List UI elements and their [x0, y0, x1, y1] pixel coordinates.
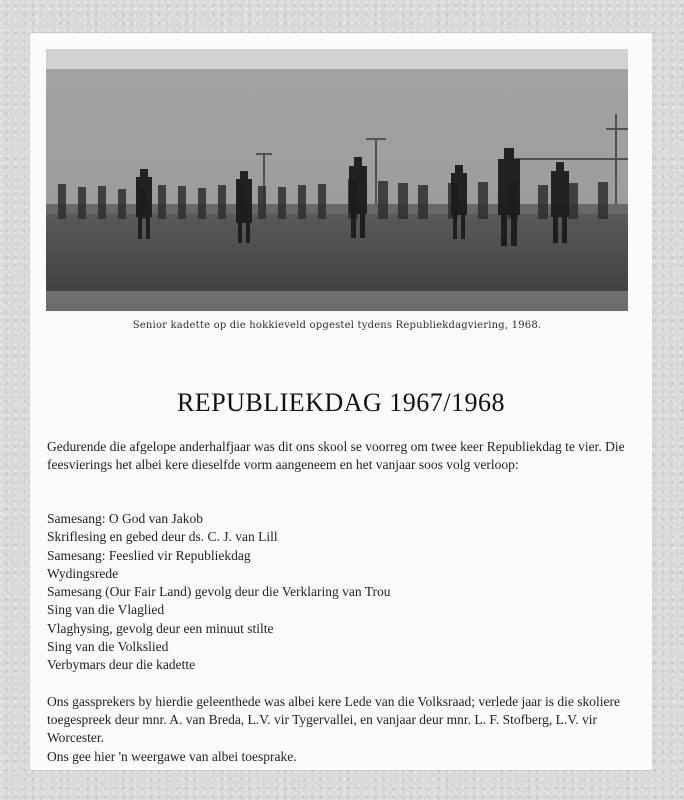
program-item: Skriflesing en gebed deur ds. C. J. van Lill: [47, 529, 278, 545]
program-list: [47, 510, 632, 674]
closing-paragraph: Ons gassprekers by hierdie geleenthede was albei kere Lede van die Volksraad; verlede jaar is die skoliere toegespreek deur mnr. A. van Breda, L.V. vir Tygervallei, en vanjaar deur mnr. L. F. Stofberg, L.V. vir Worcester.: [47, 694, 621, 746]
program-item: Sing van die Vlaglied: [47, 602, 165, 618]
intro-paragraph: Gedurende die afgelope anderhalfjaar was dit ons skool se voorreg om twee keer Republiekdag te vier. Die feesvierings het albei kere dieselfde vorm aangeneem en het vanjaar soos volg verloop:: [47, 439, 625, 472]
cadets-photo: [46, 49, 628, 311]
closing-section: [47, 693, 632, 766]
cadets-photo-illustration: [46, 49, 628, 311]
program-item: Wydingsrede: [47, 565, 119, 581]
program-item: Samesang (Our Fair Land) gevolg deur die Verklaring van Trou: [47, 584, 391, 599]
program-item: Verbymars deur die kadette: [47, 657, 196, 672]
article-title: REPUBLIEKDAG 1967/1968: [176, 388, 506, 417]
closing-paragraph: Ons gee hier 'n weergawe van albei toesprake.: [47, 748, 297, 764]
photo-caption: Senior kadette op die hokkieveld opgestel tydens Republiekdagviering, 1968.: [132, 320, 542, 331]
page: [30, 33, 652, 770]
program-item: Sing van die Volkslied: [47, 638, 169, 654]
program-item: Samesang: Feeslied vir Republiekdag: [47, 547, 251, 563]
program-item: Vlaghysing, gevolg deur een minuut stilte: [47, 620, 274, 636]
program-item: Samesang: O God van Jakob: [47, 511, 203, 526]
